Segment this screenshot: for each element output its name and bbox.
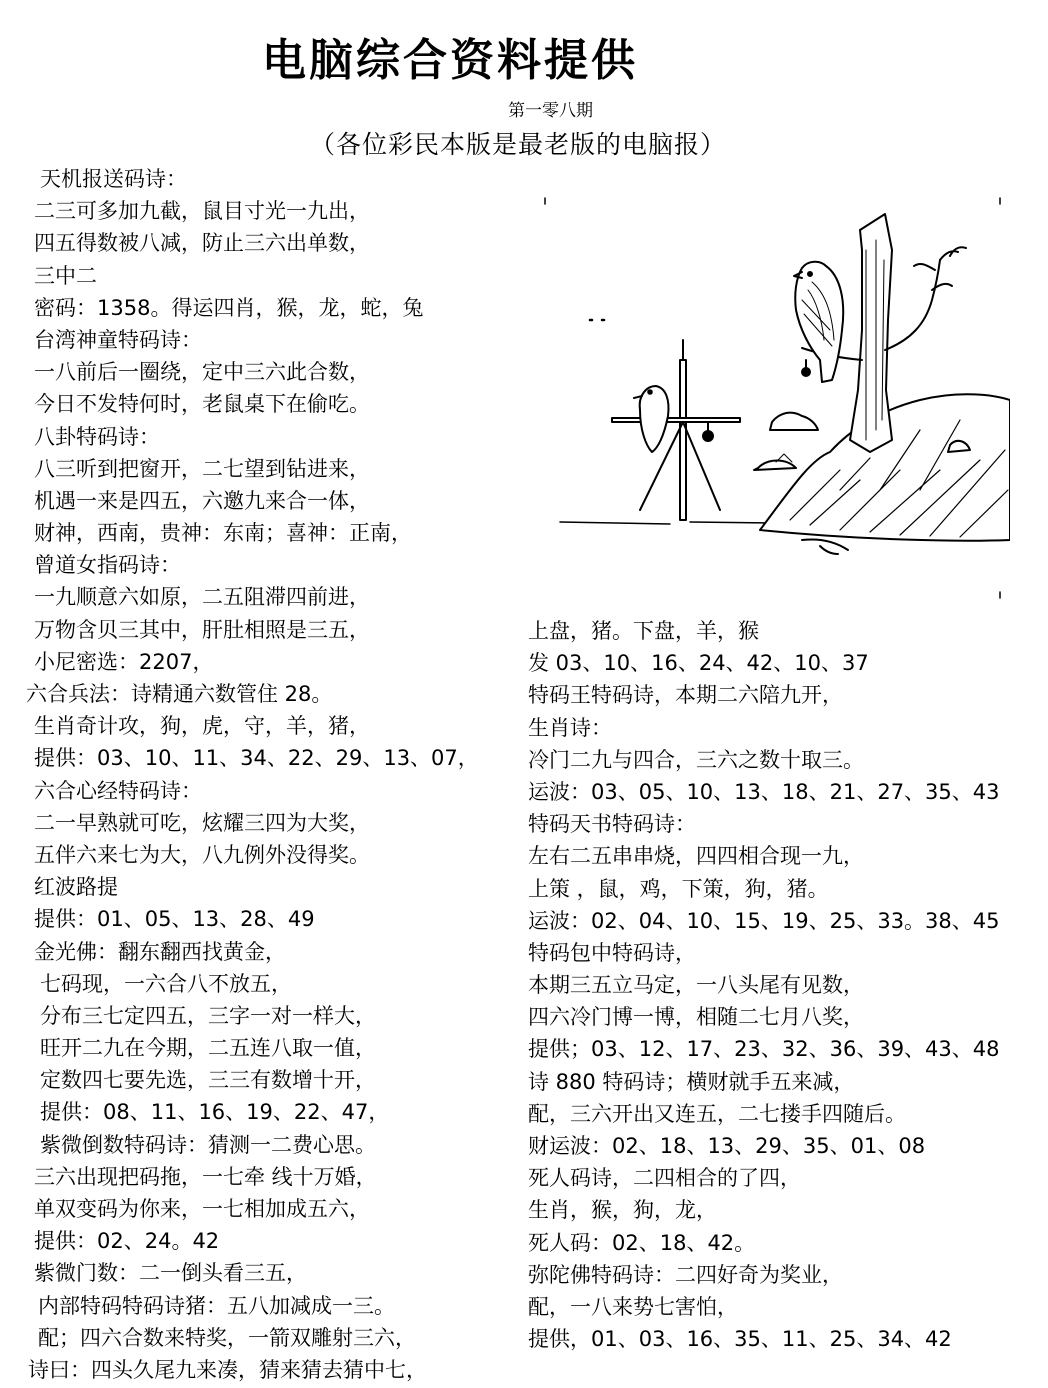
right-line: 左右二五串串烧，四四相合现一九， xyxy=(528,844,864,869)
left-line: 三中二 xyxy=(34,263,97,288)
left-line: 七码现，一六合八不放五， xyxy=(40,971,292,996)
left-line: 四五得数被八减，防止三六出单数， xyxy=(34,231,370,256)
right-line: 上盘，猪。下盘，羊，猴 xyxy=(528,619,759,643)
left-line: 今日不发特何时，老鼠桌下在偷吃。 xyxy=(34,392,370,417)
left-line: 六合兵法：诗精通六数管住 28。 xyxy=(26,682,333,706)
left-line: 八卦特码诗： xyxy=(34,424,160,449)
left-line: 单双变码为你来，一七相加成五六， xyxy=(34,1197,370,1221)
left-line: 机遇一来是四五，六邀九来合一体， xyxy=(34,488,370,513)
left-line: 金光佛：翻东翻西找黄金， xyxy=(34,939,286,964)
left-line: 配；四六合数来特奖，一箭双雕射三六， xyxy=(38,1325,416,1350)
bird-on-tree-and-perch-icon xyxy=(540,190,1010,610)
right-line: 死人码：02、18、42。 xyxy=(528,1230,756,1255)
left-line: 八三听到把窗开，二七望到钻进来， xyxy=(34,456,370,481)
right-line: 提供，01、03、16、35、11、25、34、42 xyxy=(528,1327,952,1352)
right-column xyxy=(528,615,1000,1355)
right-line: 配，一八来势七害怕， xyxy=(528,1294,738,1319)
left-line: 提供：01、05、13、28、49 xyxy=(34,907,315,932)
left-line: 万物含贝三其中，肝肚相照是三五， xyxy=(34,617,370,642)
left-line: 内部特码特码诗猪：五八加减成一三。 xyxy=(38,1293,395,1318)
left-line: 生肖奇计攻，狗，虎，守，羊，猪， xyxy=(34,714,370,739)
right-line: 冷门二九与四合，三六之数十取三。 xyxy=(528,747,864,772)
left-line: 三六出现把码拖，一七牵 线十万婚， xyxy=(34,1164,377,1189)
page-title: 电脑综合资料提供 xyxy=(262,35,638,86)
subtitle: （各位彩民本版是最老版的电脑报） xyxy=(310,130,727,159)
left-line: 密码：1358。得运四肖，猴，龙，蛇，兔 xyxy=(34,295,424,320)
right-line: 生肖诗： xyxy=(528,715,612,740)
right-line: 生肖，猴，狗，龙， xyxy=(528,1198,717,1223)
right-line: 本期三五立马定，一八头尾有见数， xyxy=(528,973,864,998)
right-line: 财运波：02、18、13、29、35、01、08 xyxy=(528,1134,926,1158)
right-line: 特码包中特码诗， xyxy=(528,940,696,965)
right-line: 提供；03、12、17、23、32、36、39、43、48 xyxy=(528,1037,1000,1062)
left-line: 财神，西南，贵神：东南；喜神：正南， xyxy=(34,521,412,546)
left-line: 五伴六来七为大，八九例外没得奖。 xyxy=(34,842,370,867)
right-line: 弥陀佛特码诗：二四好奇为奖业， xyxy=(528,1262,843,1287)
left-line: 诗曰：四头久尾九来凑，猜来猜去猜中七， xyxy=(28,1357,427,1382)
left-line: 紫微门数：二一倒头看三五， xyxy=(34,1261,307,1286)
right-line: 诗 880 特码诗；横财就手五来减， xyxy=(528,1069,855,1094)
right-line: 配，三六开出又连五，二七搂手四随后。 xyxy=(528,1101,906,1126)
left-line: 二三可多加九截，鼠目寸光一九出， xyxy=(34,199,370,224)
left-line: 二一早熟就可吃，炫耀三四为大奖， xyxy=(34,810,370,835)
left-line: 六合心经特码诗： xyxy=(34,778,202,803)
left-line: 提供：08、11、16、19、22、47， xyxy=(40,1100,390,1125)
left-line: 提供：03、10、11、34、22、29、13、07， xyxy=(34,746,479,771)
issue-number: 第一零八期 xyxy=(508,101,593,121)
left-line: 曾道女指码诗： xyxy=(34,553,181,578)
left-column xyxy=(26,163,479,1386)
right-line: 特码天书特码诗： xyxy=(528,812,696,837)
right-line: 特码王特码诗，本期二六陪九开， xyxy=(528,683,843,708)
right-line: 运波：02、04、10、15、19、25、33。38、45 xyxy=(528,908,1000,933)
left-line: 一八前后一圈绕，定中三六此合数， xyxy=(34,360,370,385)
left-line: 定数四七要先选，三三有数增十开， xyxy=(40,1068,376,1093)
left-line: 提供：02、24。42 xyxy=(34,1229,220,1254)
left-line: 一九顺意六如原，二五阻滞四前进， xyxy=(34,585,370,610)
right-line: 运波：03、05、10、13、18、21、27、35、43 xyxy=(528,779,1000,804)
left-line: 紫微倒数特码诗：猜测一二费心思。 xyxy=(40,1132,376,1157)
left-line: 小尼密选：2207， xyxy=(34,649,214,674)
right-line: 发 03、10、16、24、42、10、37 xyxy=(528,651,869,676)
right-line: 四六冷门博一博，相随二七月八奖， xyxy=(528,1005,864,1030)
left-line: 红波路提 xyxy=(34,875,118,900)
left-line: 天机报送码诗： xyxy=(40,167,187,191)
left-line: 台湾神童特码诗： xyxy=(34,327,202,352)
right-line: 上策 ，鼠，鸡，下策，狗，猪。 xyxy=(528,876,829,901)
left-line: 旺开二九在今期，二五连八取一值， xyxy=(40,1036,376,1061)
right-line: 死人码诗，二四相合的了四， xyxy=(528,1166,801,1191)
left-line: 分布三七定四五，三字一对一样大， xyxy=(40,1003,376,1028)
